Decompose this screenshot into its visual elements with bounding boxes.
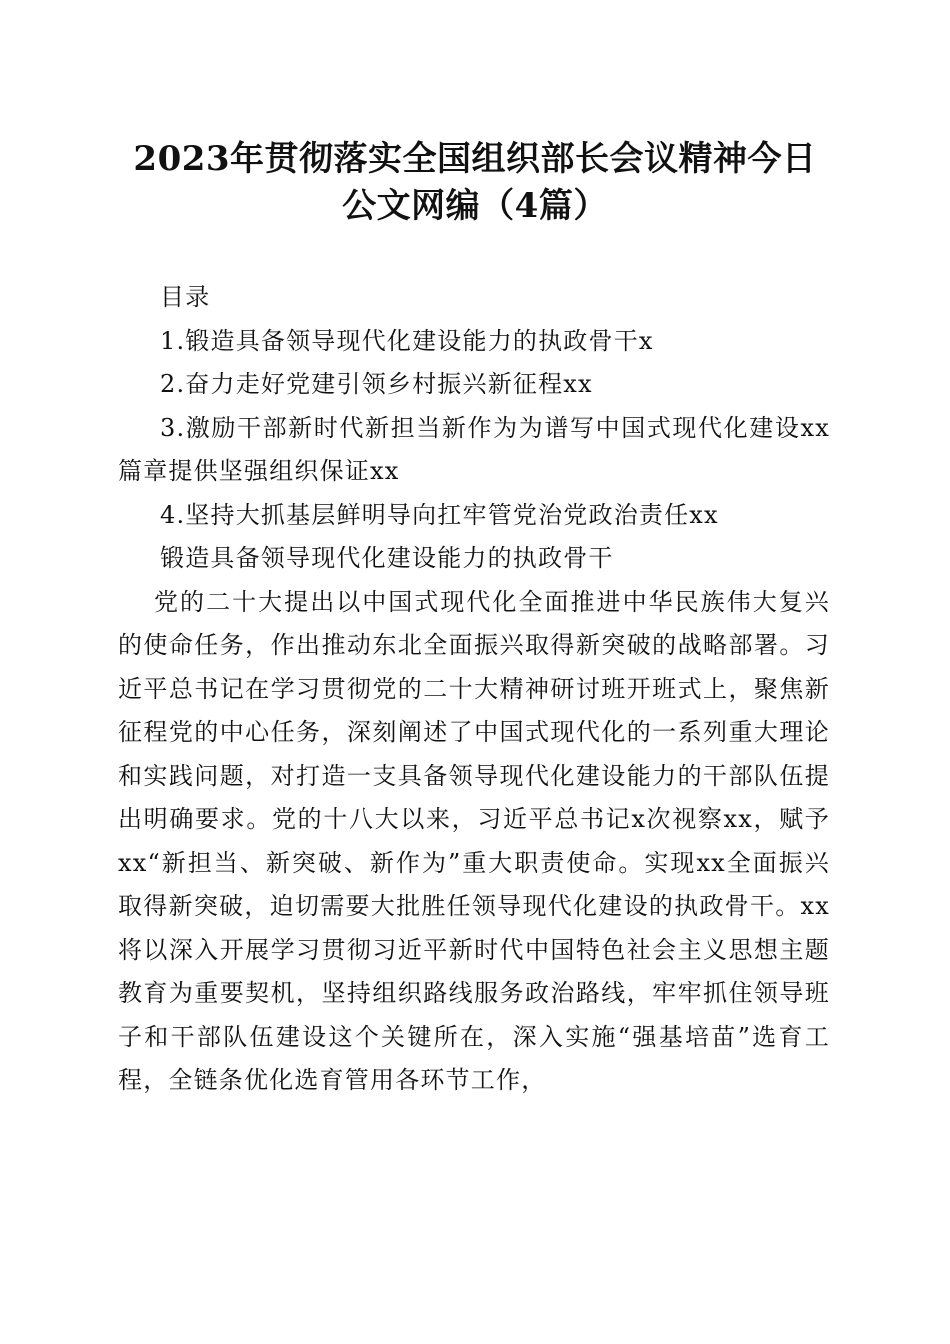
toc-item-1: 1.锻造具备领导现代化建设能力的执政骨干x bbox=[160, 326, 654, 355]
toc-item-4: 4.坚持大抓基层鲜明导向扛牢管党治党政治责任xx bbox=[160, 500, 719, 529]
document-title-line-1: 2023年贯彻落实全国组织部长会议精神今日 bbox=[133, 139, 817, 179]
toc-item-2: 2.奋力走好党建引领乡村振兴新征程xx bbox=[160, 370, 593, 398]
document-title bbox=[100, 136, 850, 230]
document-body bbox=[118, 276, 830, 1103]
section-heading: 锻造具备领导现代化建设能力的执政骨干 bbox=[160, 544, 614, 572]
toc-heading: 目录 bbox=[160, 283, 211, 311]
body-paragraph: 党的二十大提出以中国式现代化全面推进中华民族伟大复兴的使命任务，作出推动东北全面振兴取得新突破的战略部署。习近平总书记在学习贯彻党的二十大精神研讨班开班式上，聚焦新征程党的中心任务，深刻阐述了中国式现代化的一系列重大理论和实践问题，对打造一支具备领导现代化建设能力的干部队伍提出明确要求。党的十八大以来，习近平总书记x次视察xx，赋予xx“新担当、新突破、新作为”重大职责使命。实现xx全面振兴取得新突破，迫切需要大批胜任领导现代化建设的执政骨干。xx将以深入开展学习贯彻习近平新时代中国特色社会主义思想主题教育为重要契机，坚持组织路线服务政治路线，牢牢抓住领导班子和干部队伍建设这个关键所在，深入实施“强基培苗”选育工程，全链条优化选育管用各环节工作， bbox=[118, 587, 830, 1094]
toc-item-3: 3.激励干部新时代新担当新作为为谱写中国式现代化建设xx篇章提供坚强组织保证xx bbox=[118, 413, 830, 485]
document-title-line-2: 公文网编（4篇） bbox=[342, 186, 608, 226]
